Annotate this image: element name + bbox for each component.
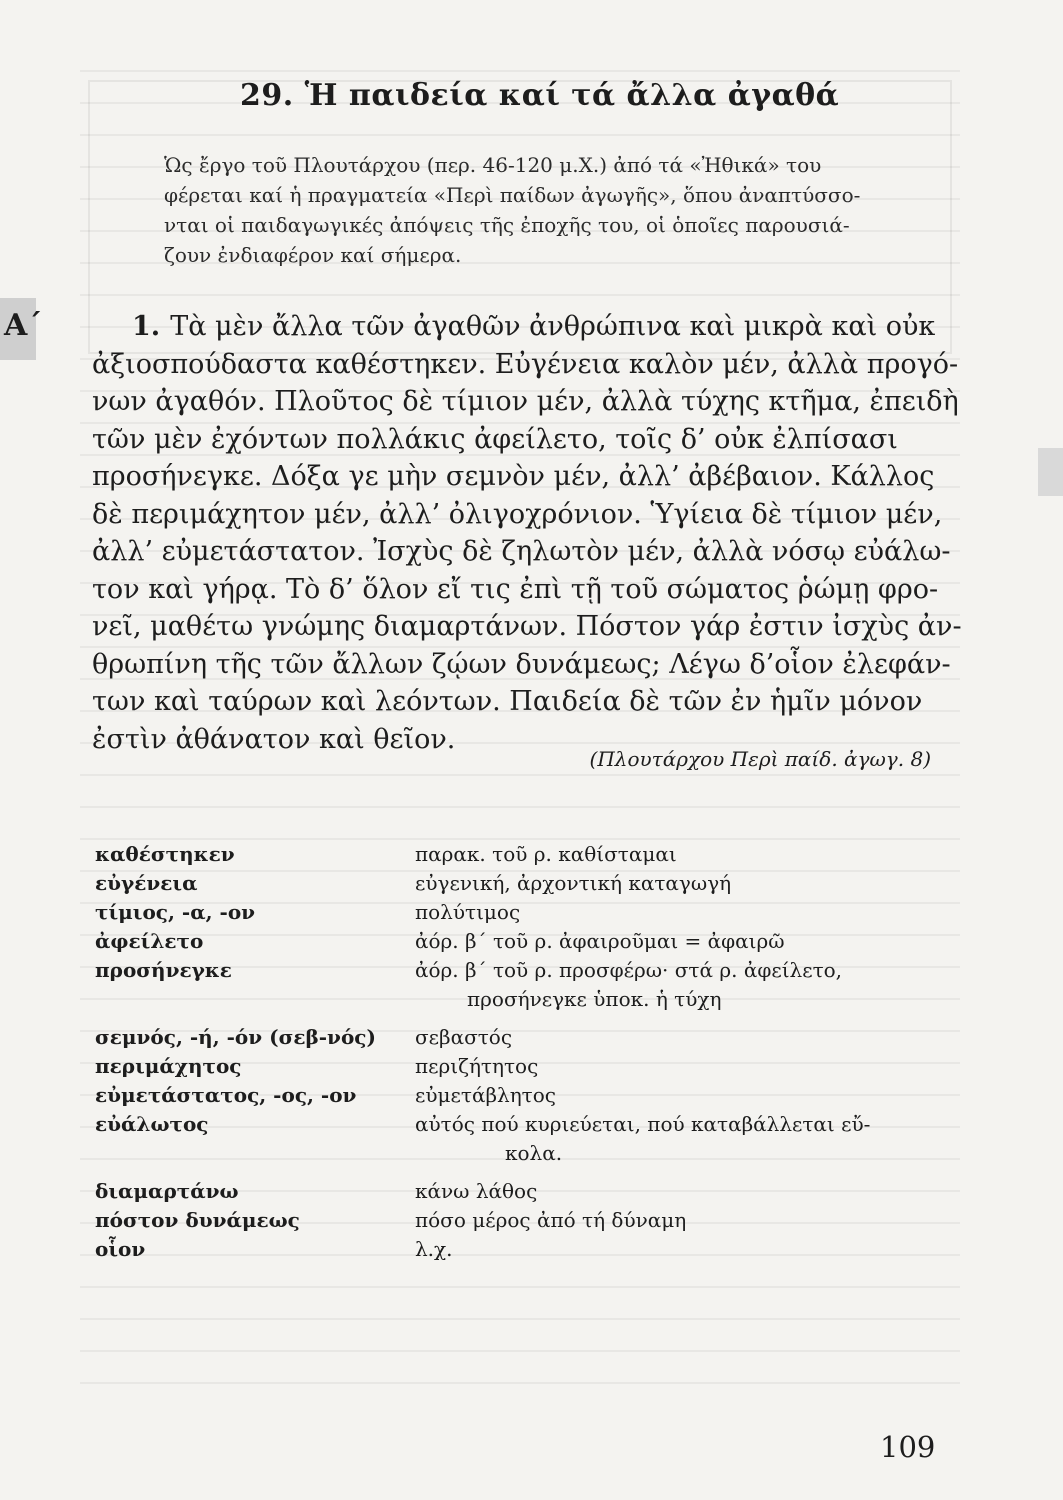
intro-line: Ὡς ἔργο τοῦ Πλουτάρχου (περ. 46-120 μ.Χ.) ἀπό τά «Ἠθικά» του xyxy=(164,153,822,177)
glossary-definition: περιζήτητος xyxy=(415,1054,539,1078)
glossary-row xyxy=(95,1110,955,1168)
glossary-definition: εὐγενική, ἀρχοντική καταγωγή xyxy=(415,871,732,895)
glossary-term: εὐγένεια xyxy=(95,871,198,895)
glossary-term: ἀφείλετο xyxy=(95,929,204,953)
glossary-row xyxy=(95,840,955,869)
glossary-term: οἷον xyxy=(95,1237,146,1261)
glossary-definition-continuation: προσήνεγκε ὑποκ. ἡ τύχη xyxy=(467,987,722,1011)
ancient-text-line: ἐστὶν ἀθάνατον καὶ θεῖον. xyxy=(92,723,456,755)
ancient-text-line: τῶν μὲν ἐχόντων πολλάκις ἀφείλετο, τοῖς δ’ οὐκ ἐλπίσασι xyxy=(92,423,898,455)
glossary-row xyxy=(95,927,955,956)
glossary-definition: πόσο μέρος ἀπό τή δύναμη xyxy=(415,1208,687,1232)
glossary-term: σεμνός, -ή, -όν (σεβ-νός) xyxy=(95,1025,376,1049)
glossary-row xyxy=(95,898,955,927)
glossary-definition: παρακ. τοῦ ρ. καθίσταμαι xyxy=(415,842,677,866)
ancient-text-line: τον καὶ γήρᾳ. Τὸ δ’ ὅλον εἴ τις ἐπὶ τῇ τοῦ σώματος ῥώμῃ φρο- xyxy=(92,573,939,605)
glossary-definition: πολύτιμος xyxy=(415,900,521,924)
paragraph-number: 1. xyxy=(132,311,161,342)
ancient-text-line: προσήνεγκε. Δόξα γε μὴν σεμνὸν μέν, ἀλλ’ ἀβέβαιον. Κάλλος xyxy=(92,461,935,492)
ancient-text-line: ἀξιοσπούδαστα καθέστηκεν. Εὐγένεια καλὸν μέν, ἀλλὰ προγό- xyxy=(92,348,959,380)
glossary xyxy=(95,840,955,1264)
page-number: 109 xyxy=(880,1430,936,1464)
section-label: Α΄ xyxy=(4,308,43,343)
source-citation: (Πλουτάρχου Περὶ παίδ. ἀγωγ. 8) xyxy=(589,747,931,771)
glossary-row xyxy=(95,1081,955,1110)
glossary-definition xyxy=(415,1110,955,1168)
glossary-row xyxy=(95,1235,955,1264)
intro-paragraph xyxy=(164,150,934,270)
ancient-text-line: νων ἀγαθόν. Πλοῦτος δὲ τίμιον μέν, ἀλλὰ τύχης κτῆμα, ἐπειδὴ xyxy=(92,386,959,417)
glossary-row xyxy=(95,1023,955,1052)
glossary-term: περιμάχητος xyxy=(95,1054,242,1078)
edge-thumb-mark xyxy=(1038,448,1063,496)
ancient-text-line xyxy=(92,308,942,346)
glossary-row xyxy=(95,1177,955,1206)
glossary-term: διαμαρτάνω xyxy=(95,1179,239,1203)
ancient-text xyxy=(92,308,962,758)
page-title: 29. Ἡ παιδεία καί τά ἄλλα ἀγαθά xyxy=(240,78,840,113)
ancient-text-line: των καὶ ταύρων καὶ λεόντων. Παιδεία δὲ τῶν ἐν ἡμῖν μόνον xyxy=(92,686,923,717)
glossary-term: προσήνεγκε xyxy=(95,958,232,982)
intro-line: ζουν ἐνδιαφέρον καί σήμερα. xyxy=(164,243,462,267)
ancient-text-line: θρωπίνη τῆς τῶν ἄλλων ζῴων δυνάμεως; Λέγω δ’οἷον ἐλεφάν- xyxy=(92,648,951,680)
glossary-term: εὐμετάστατος, -ος, -ον xyxy=(95,1083,357,1107)
glossary-row xyxy=(95,1052,955,1081)
glossary-definition: λ.χ. xyxy=(415,1237,453,1261)
glossary-definition: κάνω λάθος xyxy=(415,1179,538,1203)
glossary-definition xyxy=(415,956,955,1014)
glossary-row xyxy=(95,869,955,898)
ancient-text-line: νεῖ, μαθέτω γνώμης διαμαρτάνων. Πόστον γάρ ἐστιν ἰσχὺς ἀν- xyxy=(92,611,962,642)
glossary-definition-line: ἀόρ. β΄ τοῦ ρ. προσφέρω· στά ρ. ἀφείλετο, xyxy=(415,958,843,982)
glossary-row xyxy=(95,1206,955,1235)
glossary-term: πόστον δυνάμεως xyxy=(95,1208,300,1232)
ancient-text-line-content: Τὰ μὲν ἄλλα τῶν ἀγαθῶν ἀνθρώπινα καὶ μικρὰ καὶ οὐκ xyxy=(170,311,936,342)
ancient-text-line: δὲ περιμάχητον μέν, ἀλλ’ ὀλιγοχρόνιον. Ὑγίεια δὲ τίμιον μέν, xyxy=(92,498,943,530)
glossary-definition-line: αὐτός πού κυριεύεται, πού καταβάλλεται εὔ- xyxy=(415,1112,871,1136)
glossary-definition: ἀόρ. β΄ τοῦ ρ. ἀφαιροῦμαι = ἀφαιρῶ xyxy=(415,929,785,953)
glossary-term: καθέστηκεν xyxy=(95,842,235,866)
ancient-text-line: ἀλλ’ εὐμετάστατον. Ἰσχὺς δὲ ζηλωτὸν μέν, ἀλλὰ νόσῳ εὐάλω- xyxy=(92,536,951,567)
glossary-definition: σεβαστός xyxy=(415,1025,513,1049)
intro-line: φέρεται καί ἡ πραγματεία «Περὶ παίδων ἀγωγῆς», ὅπου ἀναπτύσσο- xyxy=(164,183,861,207)
glossary-term: τίμιος, -α, -ον xyxy=(95,900,256,924)
glossary-term: εὐάλωτος xyxy=(95,1112,209,1136)
intro-line: νται οἱ παιδαγωγικές ἀπόψεις τῆς ἐποχῆς του, οἱ ὁποῖες παρουσιά- xyxy=(164,213,850,237)
glossary-definition-continuation: κολα. xyxy=(505,1141,563,1165)
glossary-row xyxy=(95,956,955,1014)
glossary-definition: εὐμετάβλητος xyxy=(415,1083,556,1107)
